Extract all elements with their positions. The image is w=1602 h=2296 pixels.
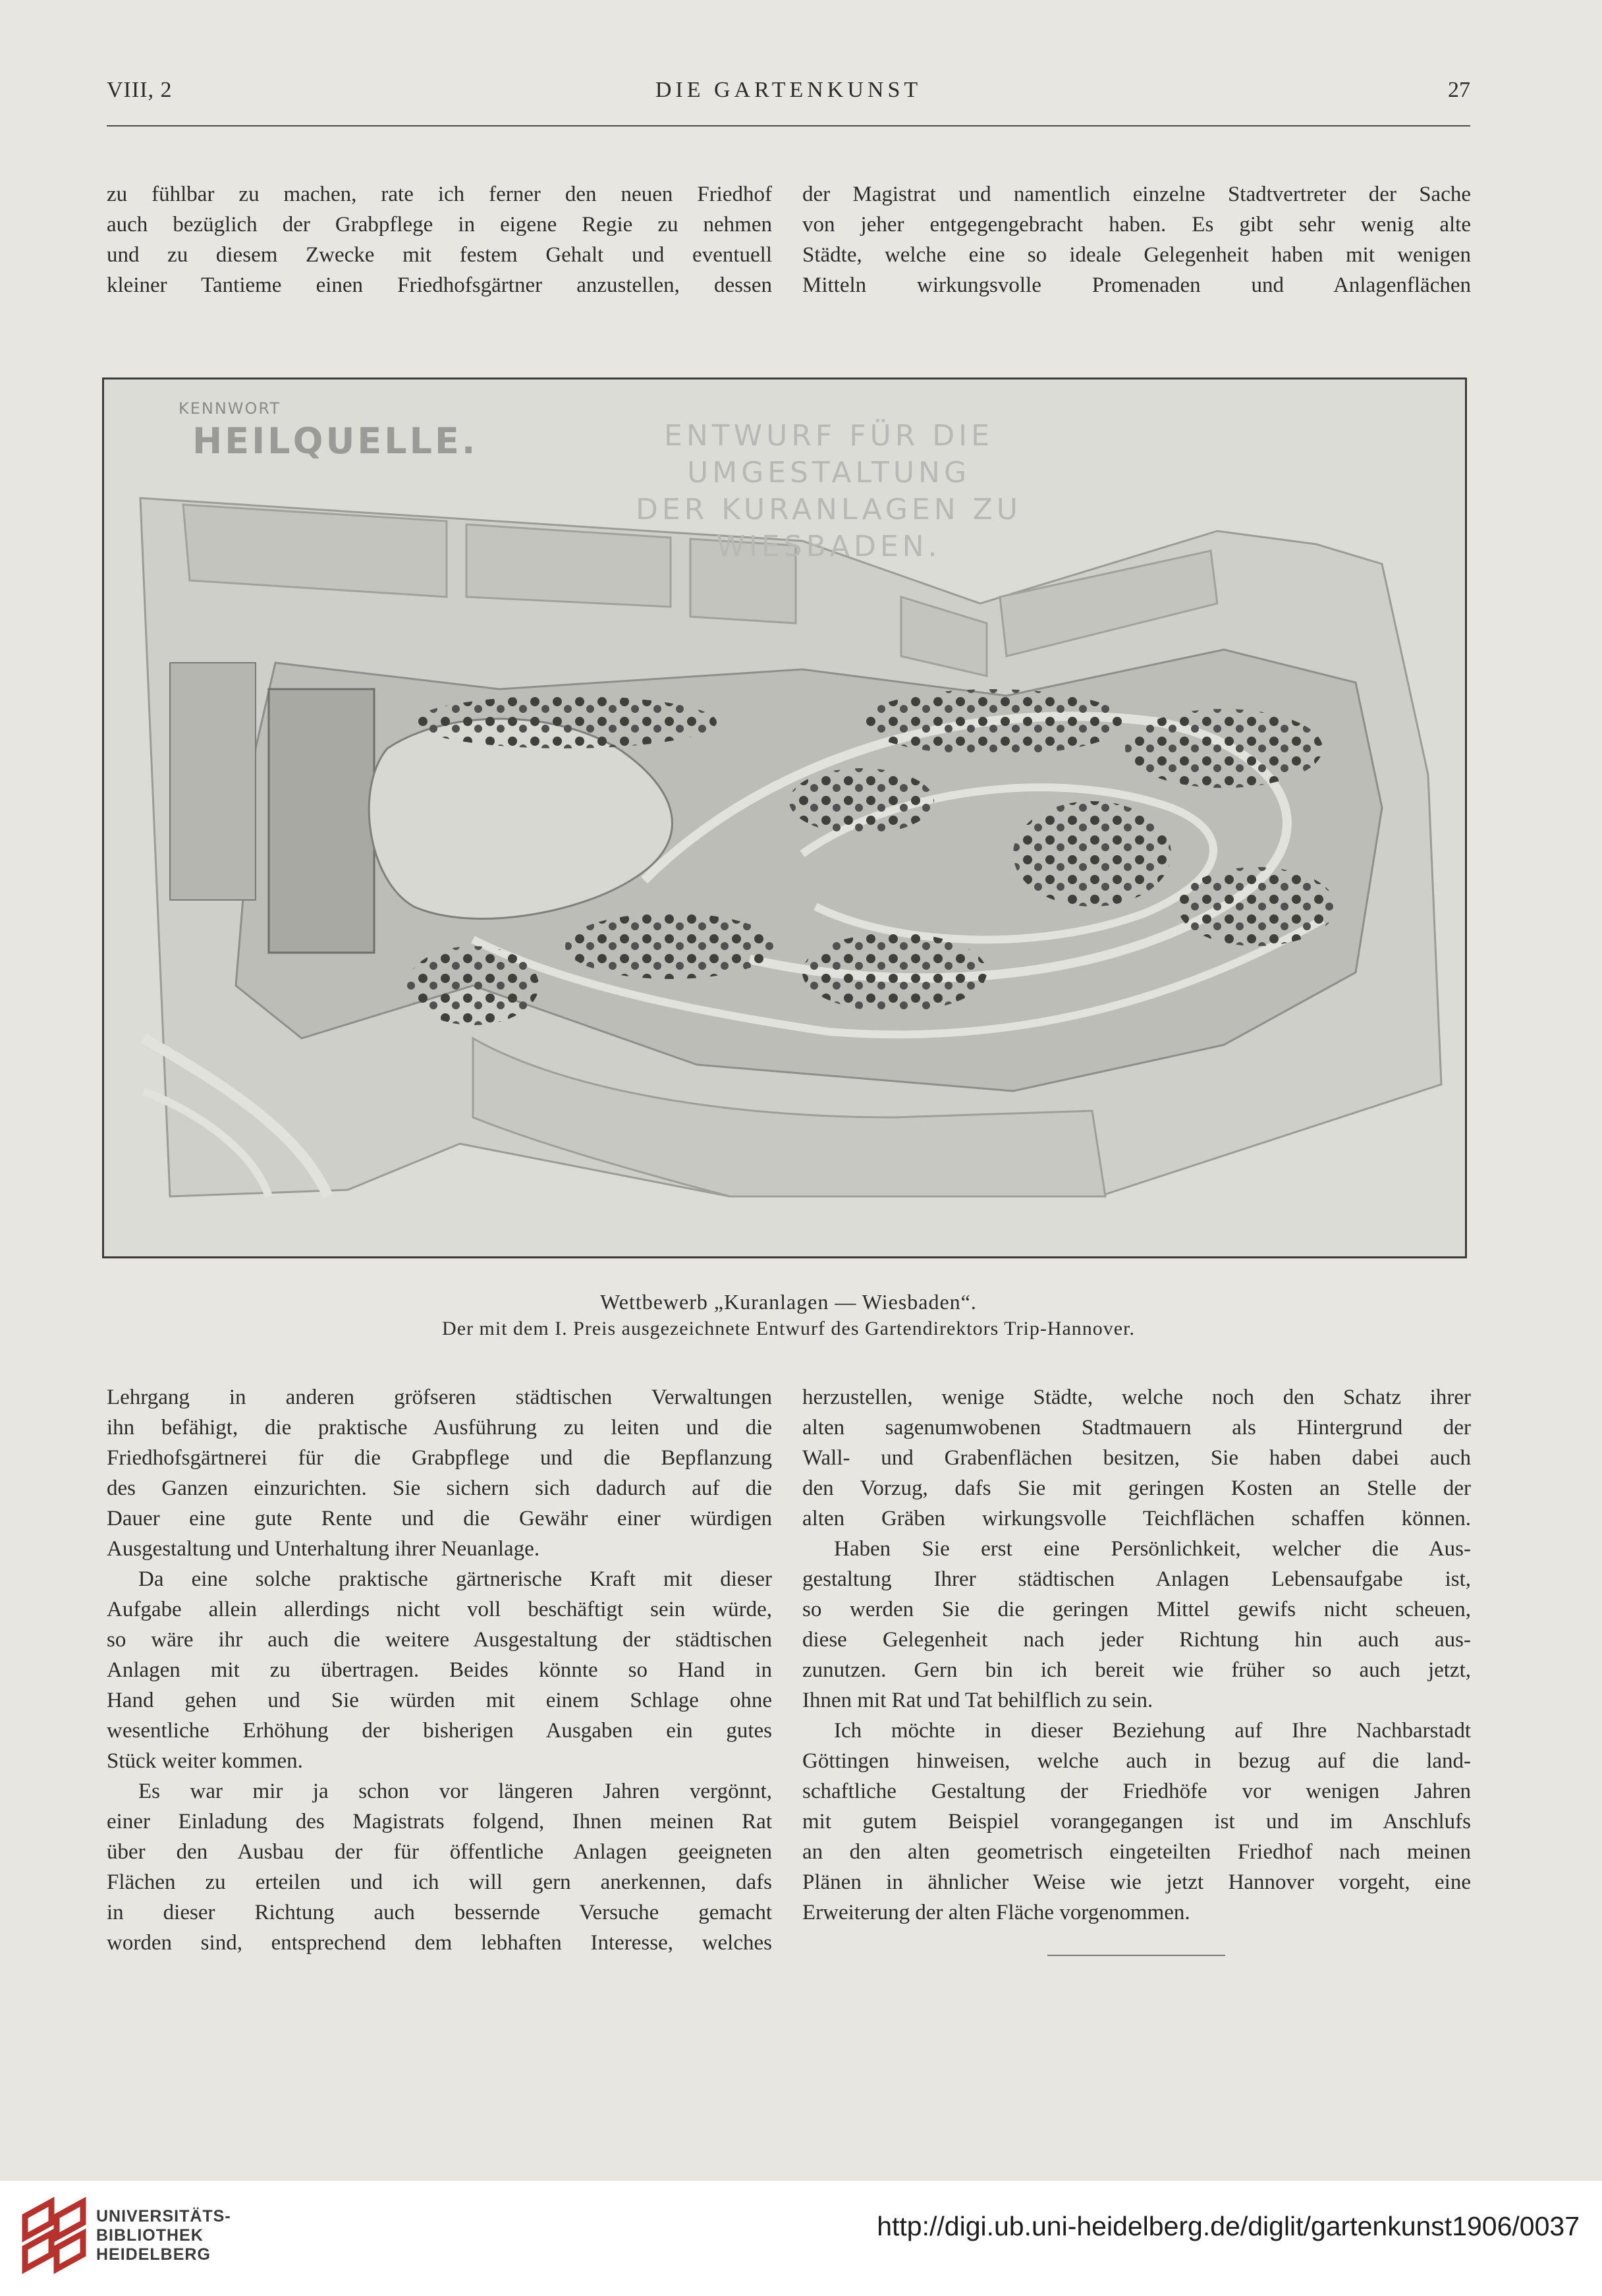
text-line: in dieser Richtung auch bessernde Versuche gemacht — [107, 1901, 772, 1924]
running-header — [107, 78, 1470, 111]
text-line: gestaltung Ihrer städtischen Anlagen Lebensaufgabe ist, — [802, 1567, 1471, 1591]
text-line: den Vorzug, dafs Sie mit geringen Kosten an Stelle der — [802, 1476, 1471, 1500]
keyword-label: KENNWORT — [179, 399, 281, 418]
text-line: diese Gelegenheit nach jeder Richtung hin auch aus- — [802, 1628, 1471, 1652]
text-line: des Ganzen einzurichten. Sie sichern sich dadurch auf die — [107, 1476, 772, 1500]
text-line: Göttingen hinweisen, welche auch in bezug auf die land- — [802, 1749, 1471, 1773]
text-line: worden sind, entsprechend dem lebhaften Interesse, welches — [107, 1931, 772, 1955]
text-line: so werden Sie die geringen Mittel gewifs nicht scheuen, — [802, 1598, 1471, 1621]
paragraph — [802, 1382, 1471, 1534]
text-line: und zu diesem Zwecke mit festem Gehalt und eventuell — [107, 243, 772, 267]
page-number: 27 — [1448, 78, 1470, 102]
text-line: Wall- und Grabenflächen besitzen, Sie haben dabei auch — [802, 1446, 1471, 1470]
bottom-right-column — [802, 1382, 1471, 1928]
paragraph — [107, 1382, 772, 1564]
plan-title-line: ENTWURF FÜR DIE UMGESTALTUNG — [664, 419, 993, 490]
text-line: alten sagenumwobenen Stadtmauern als Hintergrund der — [802, 1416, 1471, 1440]
text-line: alten Gräben wirkungsvolle Teichflächen schaffen können. — [802, 1507, 1471, 1530]
text-line: kleiner Tantieme einen Friedhofsgärtner anzustellen, dessen — [107, 273, 772, 297]
paragraph — [802, 1534, 1471, 1716]
text-line: Plänen in ähnlicher Weise wie jetzt Hannover vorgeht, eine — [802, 1870, 1471, 1894]
text-line: Ihnen mit Rat und Tat behilflich zu sein. — [802, 1689, 1153, 1712]
text-line: Erweiterung der alten Fläche vorgenommen. — [802, 1901, 1190, 1924]
text-line: Aufgabe allein allerdings nicht voll beschäftigt sein würde, — [107, 1598, 772, 1621]
text-line: der Magistrat und namentlich einzelne Stadtvertreter der Sache — [802, 182, 1471, 206]
journal-title: DIE GARTENKUNST — [655, 78, 922, 102]
library-name-line: HEIDELBERG — [96, 2245, 211, 2264]
text-line: so wäre ihr auch die weitere Ausgestaltung der städtischen — [107, 1628, 772, 1652]
text-line: Mitteln wirkungsvolle Promenaden und Anlagenflächen — [802, 273, 1471, 297]
text-line: Lehrgang in anderen gröfseren städtischen Verwaltungen — [107, 1386, 772, 1409]
text-line: an den alten geometrisch eingeteilten Friedhof nach meinen — [802, 1840, 1471, 1864]
text-line: Anlagen mit zu übertragen. Beides könnte so Hand in — [107, 1658, 772, 1682]
text-line: zunutzen. Gern bin ich bereit wie früher so auch jetzt, — [802, 1658, 1471, 1682]
text-line: Flächen zu erteilen und ich will gern anerkennen, dafs — [107, 1870, 772, 1894]
plan-title-line: DER KURANLAGEN ZU — [636, 493, 1022, 526]
paragraph — [107, 1564, 772, 1776]
top-right-column — [802, 179, 1471, 300]
plan-title — [532, 418, 1125, 565]
library-name-line: UNIVERSITÄTS- — [96, 2207, 231, 2226]
park-plan-figure — [102, 378, 1467, 1258]
figure-caption-title: Wettbewerb „Kuranlagen — Wiesbaden“. — [600, 1290, 977, 1314]
text-line: Stück weiter kommen. — [107, 1749, 303, 1773]
text-line: zu fühlbar zu machen, rate ich ferner den neuen Friedhof — [107, 182, 772, 206]
text-line: Friedhofsgärtnerei für die Grabpflege und die Bepflanzung — [107, 1446, 772, 1470]
digital-library-url[interactable]: http://digi.ub.uni-heidelberg.de/diglit/gartenkunst1906/0037 — [877, 2211, 1580, 2241]
text-line: über den Ausbau der für öffentliche Anlagen geeigneten — [107, 1840, 772, 1864]
text-line: Dauer eine gute Rente und die Gewähr einer würdigen — [107, 1507, 772, 1530]
text-line: schaftliche Gestaltung der Friedhöfe vor wenigen Jahren — [802, 1779, 1471, 1803]
text-line: Da eine solche praktische gärtnerische Kraft mit dieser — [138, 1567, 772, 1591]
text-line: Es war mir ja schon vor längeren Jahren vergönnt, — [138, 1779, 772, 1803]
library-name — [96, 2207, 231, 2264]
text-line: Ausgestaltung und Unterhaltung ihrer Neuanlage. — [107, 1537, 540, 1561]
plan-title-line: WIESBADEN. — [716, 530, 941, 563]
text-line: Hand gehen und Sie würden mit einem Schlage ohne — [107, 1689, 772, 1712]
text-line: Städte, welche eine so ideale Gelegenheit haben mit wenigen — [802, 243, 1471, 267]
text-line: Ich möchte in dieser Beziehung auf Ihre Nachbarstadt — [834, 1719, 1471, 1743]
figure-caption-credit: Der mit dem I. Preis ausgezeichnete Entwurf des Gartendirektors Trip-Hannover. — [442, 1318, 1135, 1339]
text-line: Haben Sie erst eine Persönlichkeit, welcher die Aus- — [834, 1537, 1471, 1561]
text-line: ihn befähigt, die praktische Ausführung zu leiten und die — [107, 1416, 772, 1440]
text-line: von jeher entgegengebracht haben. Es gibt sehr wenig alte — [802, 213, 1471, 237]
volume-number: VIII, 2 — [107, 78, 173, 102]
library-name-line: BIBLIOTHEK — [96, 2226, 204, 2245]
top-left-column — [107, 179, 772, 300]
bottom-left-column — [107, 1382, 772, 1958]
text-line: einer Einladung des Magistrats folgend, Ihnen meinen Rat — [107, 1810, 772, 1834]
text-line: herzustellen, wenige Städte, welche noch den Schatz ihrer — [802, 1386, 1471, 1409]
end-rule — [1047, 1955, 1225, 1956]
text-line: mit gutem Beispiel vorangegangen ist und im Anschlufs — [802, 1810, 1471, 1834]
library-footer — [0, 2181, 1602, 2296]
paragraph — [802, 1716, 1471, 1928]
header-rule — [107, 125, 1470, 126]
keyword: HEILQUELLE. — [192, 420, 478, 462]
text-line: auch bezüglich der Grabpflege in eigene Regie zu nehmen — [107, 213, 772, 237]
paragraph — [107, 1776, 772, 1958]
heidelberg-library-logo-icon — [18, 2197, 90, 2276]
text-line: wesentliche Erhöhung der bisherigen Ausgaben ein gutes — [107, 1719, 772, 1743]
